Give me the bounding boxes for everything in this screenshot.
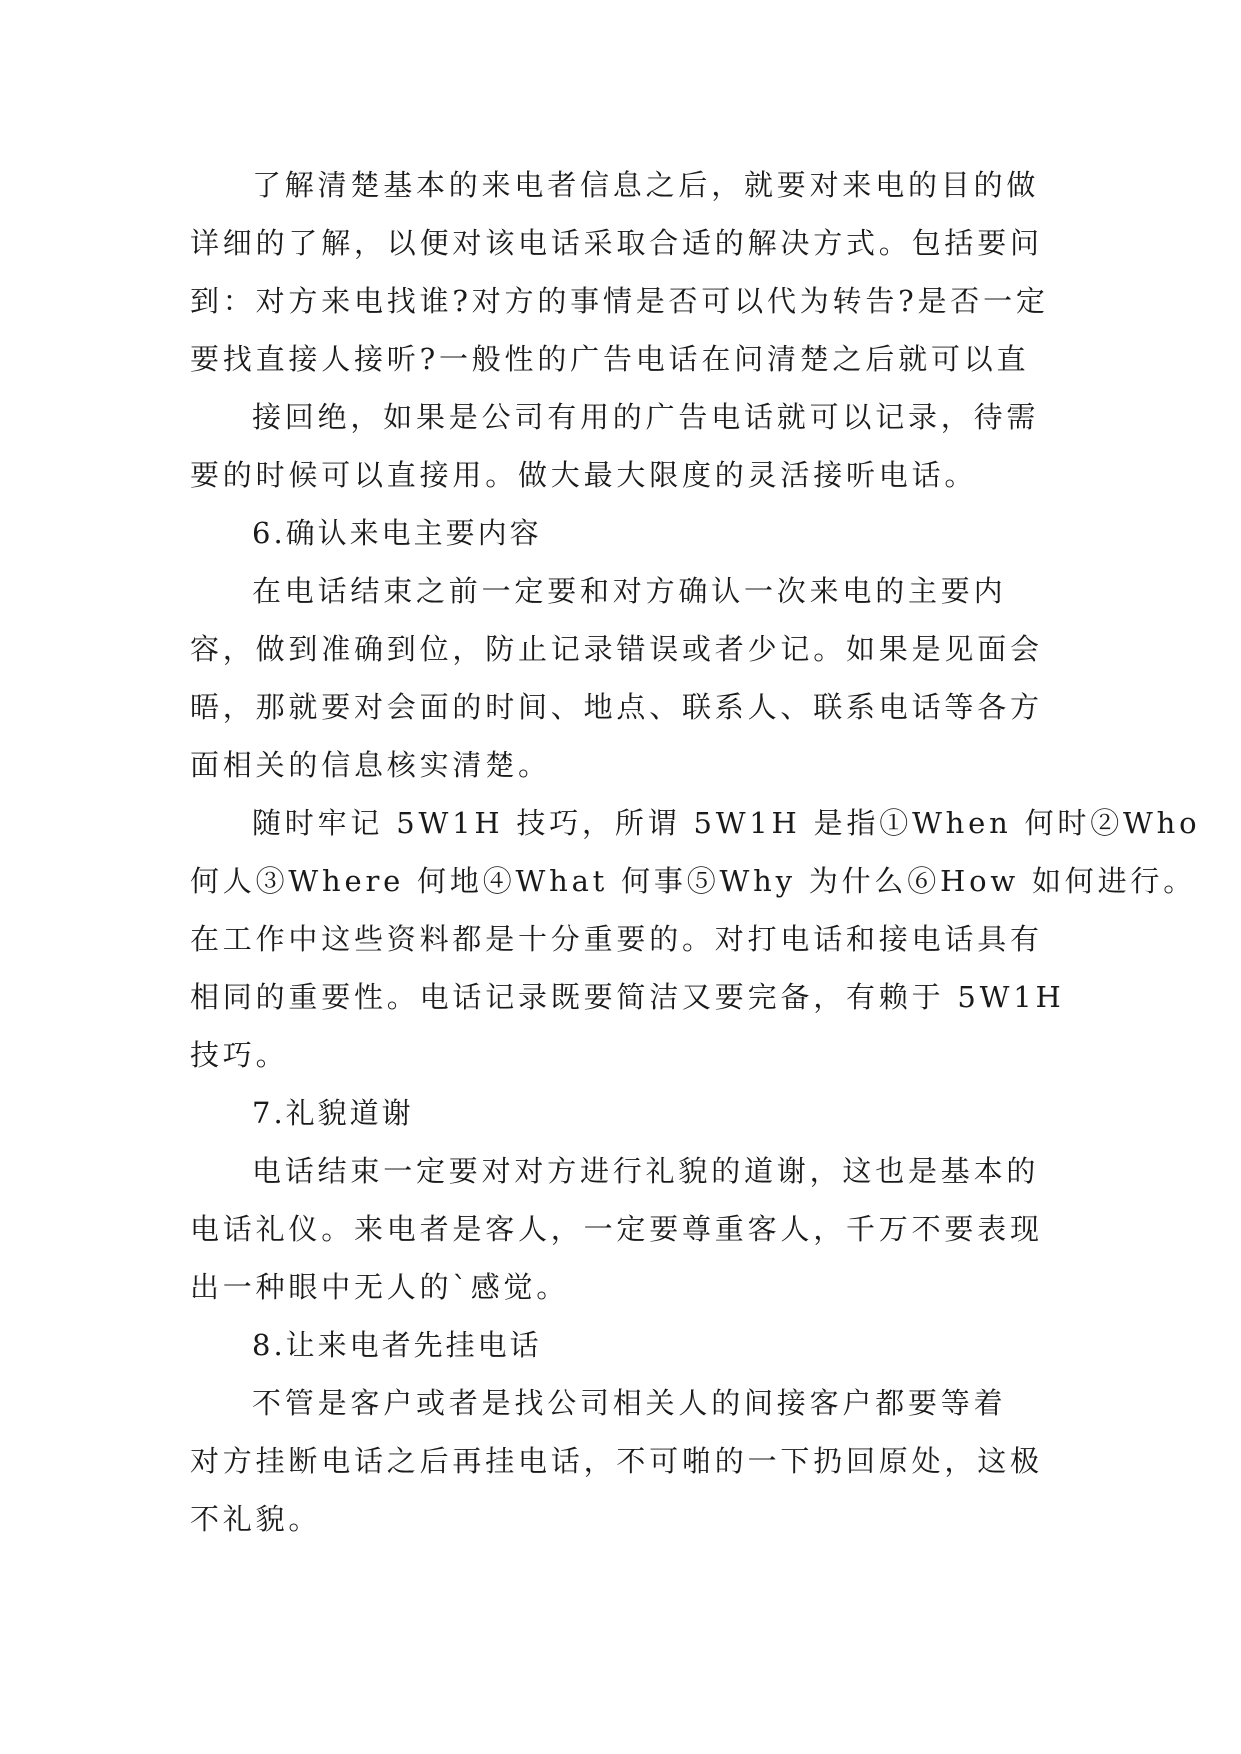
paragraph-line: 详细的了解，以便对该电话采取合适的解决方式。包括要问 bbox=[190, 226, 1043, 260]
document-body bbox=[190, 156, 1201, 1548]
paragraph-line: 随时牢记 5W1H 技巧，所谓 5W1H 是指①When 何时②Who bbox=[252, 806, 1201, 840]
paragraph-line: 接回绝，如果是公司有用的广告电话就可以记录，待需 bbox=[252, 400, 1040, 434]
paragraph-line: 到：对方来电找谁?对方的事情是否可以代为转告?是否一定 bbox=[190, 284, 1049, 318]
paragraph-line: 面相关的信息核实清楚。 bbox=[190, 748, 551, 782]
section-heading: 8.让来电者先挂电话 bbox=[252, 1328, 542, 1362]
paragraph-line: 了解清楚基本的来电者信息之后，就要对来电的目的做 bbox=[252, 168, 1040, 202]
paragraph-line: 要找直接人接听?一般性的广告电话在问清楚之后就可以直 bbox=[190, 342, 1030, 376]
paragraph-line: 出一种眼中无人的`感觉。 bbox=[190, 1270, 570, 1304]
paragraph-line: 技巧。 bbox=[190, 1038, 289, 1072]
paragraph-line: 电话礼仪。来电者是客人，一定要尊重客人，千万不要表现 bbox=[190, 1212, 1043, 1246]
paragraph-line: 不管是客户或者是找公司相关人的间接客户都要等着 bbox=[252, 1386, 1007, 1420]
paragraph-line: 容，做到准确到位，防止记录错误或者少记。如果是见面会 bbox=[190, 632, 1043, 666]
section-heading: 6.确认来电主要内容 bbox=[252, 516, 542, 550]
paragraph-line: 在电话结束之前一定要和对方确认一次来电的主要内 bbox=[252, 574, 1007, 608]
paragraph-line: 在工作中这些资料都是十分重要的。对打电话和接电话具有 bbox=[190, 922, 1043, 956]
paragraph-line: 何人③Where 何地④What 何事⑤Why 为什么⑥How 如何进行。 bbox=[190, 864, 1197, 898]
paragraph-line: 相同的重要性。电话记录既要简洁又要完备，有赖于 5W1H bbox=[190, 980, 1065, 1014]
paragraph-line: 电话结束一定要对对方进行礼貌的道谢，这也是基本的 bbox=[252, 1154, 1040, 1188]
paragraph-line: 要的时候可以直接用。做大最大限度的灵活接听电话。 bbox=[190, 458, 978, 492]
paragraph-line: 不礼貌。 bbox=[190, 1502, 322, 1536]
section-heading: 7.礼貌道谢 bbox=[252, 1096, 414, 1130]
paragraph-line: 对方挂断电话之后再挂电话，不可啪的一下扔回原处，这极 bbox=[190, 1444, 1043, 1478]
paragraph-line: 晤，那就要对会面的时间、地点、联系人、联系电话等各方 bbox=[190, 690, 1043, 724]
